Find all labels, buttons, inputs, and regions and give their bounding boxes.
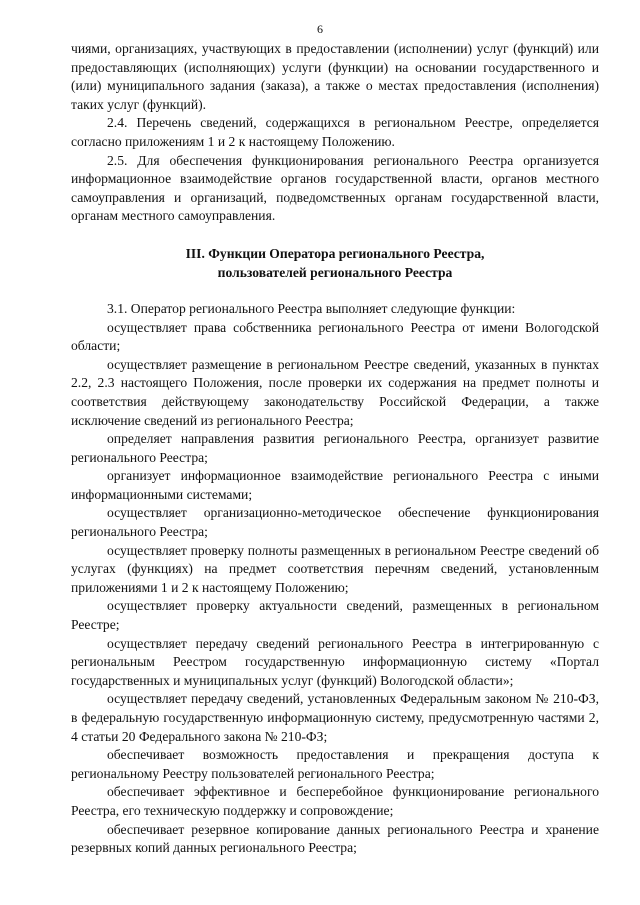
- section-heading: [71, 244, 599, 282]
- function-item: обеспечивает эффективное и бесперебойное функционирование регионального Реестра, его техническую поддержку и сопровождение;: [71, 784, 599, 818]
- function-item: обеспечивает возможность предоставления и прекращения доступа к региональному Реестру пользователей регионального Реестра;: [71, 747, 599, 781]
- paragraph-3-1: 3.1. Оператор регионального Реестра выполняет следующие функции:: [107, 300, 516, 316]
- function-item: осуществляет проверку полноты размещенных в региональном Реестре сведений об услугах (функциях) на предмет соответствия перечням сведений, установленным приложениями 1 и 2 к настоящему Положению;: [71, 542, 599, 595]
- function-item: определяет направления развития регионального Реестра, организует развитие регионального Реестра;: [71, 431, 599, 465]
- function-item: осуществляет передачу сведений регионального Реестра в интегрированную с региональным Реестром государственную информационную систему «Портал государственных и муниципальных услуг (функций) Вологодской области»;: [71, 635, 599, 688]
- function-item: осуществляет права собственника регионального Реестра от имени Вологодской области;: [71, 319, 599, 354]
- paragraph-2-4: 2.4. Перечень сведений, содержащихся в региональном Реестре, определяется согласно приложениям 1 и 2 к настоящему Положению.: [71, 115, 599, 149]
- page-number: 6: [317, 22, 323, 36]
- section-heading-line-2: пользователей регионального Реестра: [217, 264, 453, 280]
- function-item: осуществляет передачу сведений, установленных Федеральным законом № 210-ФЗ, в федеральную государственную информационную систему, предусмотренную частями 2, 4 статьи 20 Федерального закона № 210-ФЗ;: [71, 691, 599, 744]
- paragraph-2-5: 2.5. Для обеспечения функционирования регионального Реестра организуется информационное взаимодействие органов государственной власти, органов местного самоуправления и организаций, подведомственных органам государственной власти, органам местного самоуправления.: [71, 152, 599, 224]
- section-heading-line-1: III. Функции Оператора регионального Реестра,: [185, 245, 485, 261]
- function-item: организует информационное взаимодействие регионального Реестра с иными информационными системами;: [71, 468, 599, 502]
- document-body: [71, 40, 599, 858]
- function-item: осуществляет организационно-методическое обеспечение функционирования регионального Реестра;: [71, 505, 599, 540]
- function-item: обеспечивает резервное копирование данных регионального Реестра и хранение резервных копий данных регионального Реестра;: [71, 821, 599, 856]
- function-item: осуществляет проверку актуальности сведений, размещенных в региональном Реестре;: [71, 598, 599, 633]
- paragraph-continued: чиями, организациях, участвующих в предоставлении (исполнении) услуг (функций) или предоставляющих (исполняющих) услуги (функции) на основании государственного и (или) муниципального задания (заказа), а также о местах предоставления (исполнения) таких услуг (функций).: [71, 41, 599, 112]
- function-item: осуществляет размещение в региональном Реестре сведений, указанных в пунктах 2.2, 2.3 настоящего Положения, после проверки их содержания на предмет полноты и соответствия действующему законодательству Российской Федерации, а также исключение сведений из регионального Реестра;: [71, 356, 599, 428]
